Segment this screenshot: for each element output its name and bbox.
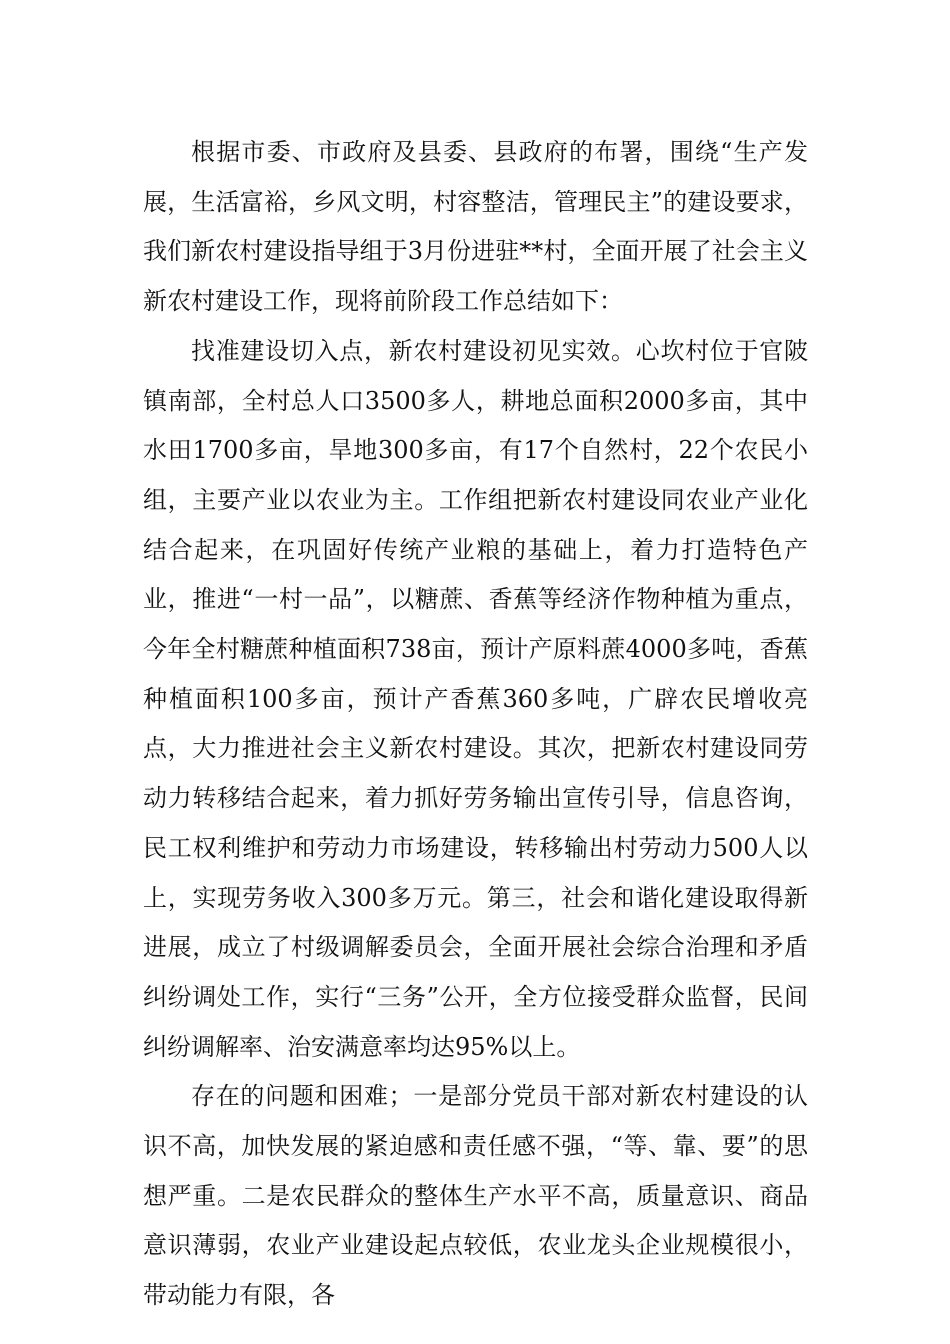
document-body (143, 128, 808, 1321)
paragraph-achievements: 找准建设切入点，新农村建设初见实效。心坎村位于官陂镇南部，全村总人口3500多人，耕地总面积2000多亩，其中水田1700多亩，旱地300多亩，有17个自然村，22个农民小组，主要产业以农业为主。工作组把新农村建设同农业产业化结合起来，在巩固好传统产业粮的基础上，着力打造特色产业，推进“一村一品”，以糖蔗、香蕉等经济作物种植为重点，今年全村糖蔗种植面积738亩，预计产原料蔗4000多吨，香蕉种植面积100多亩，预计产香蕉360多吨，广辟农民增收亮点，大力推进社会主义新农村建设。其次，把新农村建设同劳动力转移结合起来，着力抓好劳务输出宣传引导，信息咨询，民工权利维护和劳动力市场建设，转移输出村劳动力500人以上，实现劳务收入300多万元。第三，社会和谐化建设取得新进展，成立了村级调解委员会，全面开展社会综合治理和矛盾纠纷调处工作，实行“三务”公开，全方位接受群众监督，民间纠纷调解率、治安满意率均达95%以上。 (143, 336, 808, 1061)
paragraph-intro: 根据市委、市政府及县委、县政府的布署，围绕“生产发展，生活富裕，乡风文明，村容整洁，管理民主”的建设要求，我们新农村建设指导组于3月份进驻**村，全面开展了社会主义新农村建设工作，现将前阶段工作总结如下： (143, 138, 808, 316)
paragraph-problems: 存在的问题和困难；一是部分党员干部对新农村建设的认识不高，加快发展的紧迫感和责任感不强，“等、靠、要”的思想严重。二是农民群众的整体生产水平不高，质量意识、商品意识薄弱，农业产业建设起点较低，农业龙头企业规模很小，带动能力有限，各 (143, 1082, 808, 1310)
